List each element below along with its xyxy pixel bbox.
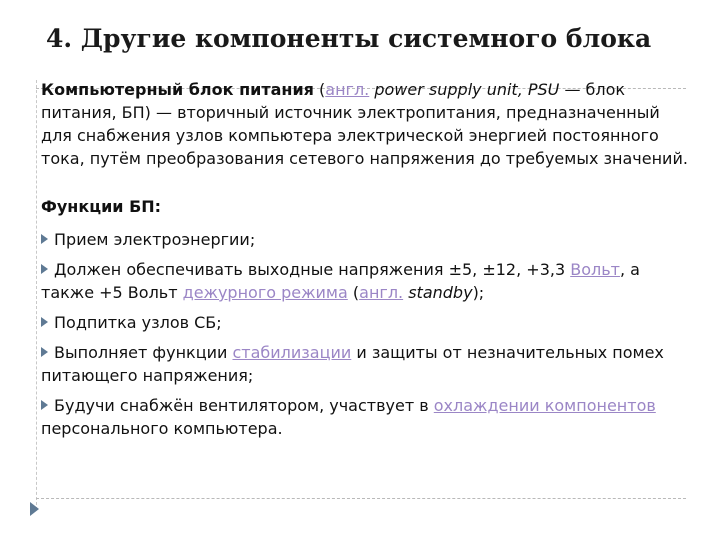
list-item-text: персонального компьютера. xyxy=(41,419,283,438)
spacer xyxy=(41,170,691,193)
slide-body xyxy=(41,78,691,447)
left-guide-line xyxy=(36,80,37,510)
intro-paragraph xyxy=(41,78,691,170)
list-item xyxy=(41,228,691,251)
list-item-text: и защиты от незначительных помех питающего напряжения; xyxy=(41,343,664,385)
link-stabilization[interactable]: стабилизации xyxy=(232,343,352,362)
list-item xyxy=(41,341,691,387)
link-english[interactable]: англ. xyxy=(359,283,404,302)
list-item xyxy=(41,258,691,304)
intro-english-term: power supply unit, PSU xyxy=(374,80,560,99)
list-item xyxy=(41,394,691,440)
triangle-right-icon xyxy=(41,317,48,327)
triangle-right-icon xyxy=(30,502,39,516)
list-item xyxy=(41,311,691,334)
list-item-text: Прием электроэнергии; xyxy=(54,230,256,249)
bottom-divider xyxy=(36,498,686,499)
link-standby-mode[interactable]: дежурного режима xyxy=(182,283,348,302)
slide-title: 4. Другие компоненты системного блока xyxy=(46,24,652,53)
list-item-text: ); xyxy=(472,283,485,302)
list-item-text: , а также +5 Вольт xyxy=(41,260,640,302)
list-item-text: Должен обеспечивать выходные напряжения ±5, ±12, +3,3 xyxy=(54,260,571,279)
link-english[interactable]: англ. xyxy=(325,80,370,99)
intro-open-paren: ( xyxy=(313,80,326,99)
triangle-right-icon xyxy=(41,347,48,357)
list-item-text: ( xyxy=(347,283,360,302)
list-item-text: Будучи снабжён вентилятором, участвует в xyxy=(54,396,434,415)
list-item-text: Подпитка узлов СБ; xyxy=(54,313,222,332)
triangle-right-icon xyxy=(41,234,48,244)
link-volt[interactable]: Вольт xyxy=(570,260,620,279)
triangle-right-icon xyxy=(41,400,48,410)
intro-term: Компьютерный блок питания xyxy=(41,80,314,99)
list-item-text: Выполняет функции xyxy=(54,343,233,362)
intro-rest: — блок питания, БП) — вторичный источник электропитания, предназначенный для снабжения узлов компьютера электрической энергией постоянного тока, путём преобразования сетевого напряжения до требуемых значений. xyxy=(41,80,688,168)
functions-heading: Функции БП: xyxy=(41,197,162,216)
triangle-right-icon xyxy=(41,264,48,274)
standby-term: standby xyxy=(408,283,473,302)
link-cooling-components[interactable]: охлаждении компонентов xyxy=(433,396,656,415)
